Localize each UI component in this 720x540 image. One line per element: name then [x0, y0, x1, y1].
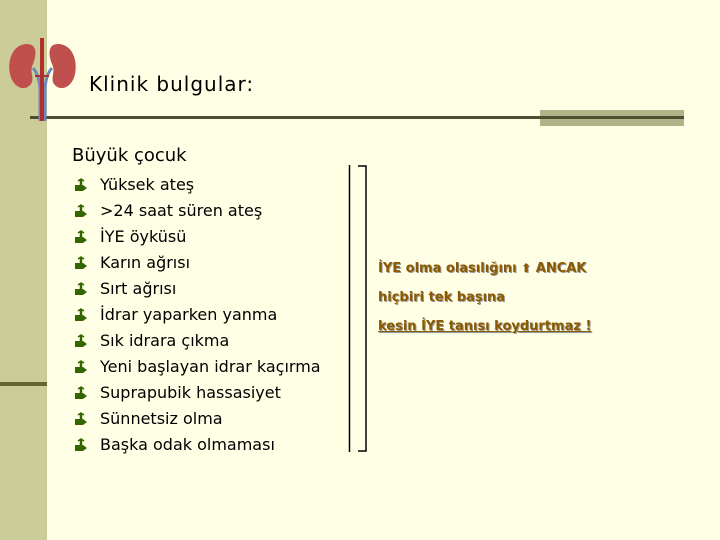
up-arrow-icon: ⬆ [521, 261, 532, 275]
symptom-item [74, 172, 321, 198]
bullet-icon [74, 256, 88, 270]
symptom-item [74, 328, 321, 354]
symptom-list [74, 172, 321, 458]
symptom-label: İdrar yaparken yanma [100, 305, 278, 324]
symptom-item [74, 224, 321, 250]
bullet-icon [74, 412, 88, 426]
symptom-label: Yüksek ateş [100, 175, 195, 194]
symptom-item [74, 406, 321, 432]
symptom-label: Başka odak olmaması [100, 435, 275, 454]
bullet-icon [74, 360, 88, 374]
bullet-icon [74, 282, 88, 296]
symptom-label: Sırt ağrısı [100, 279, 177, 298]
symptom-item [74, 198, 321, 224]
symptom-item [74, 302, 321, 328]
symptom-label: Yeni başlayan idrar kaçırma [100, 357, 321, 376]
note-line-3-text: kesin İYE tanısı koydurtmaz [378, 319, 586, 334]
note-line-3 [378, 319, 591, 334]
symptom-item [74, 432, 321, 458]
note-line-1-text: İYE olma olasılığını [378, 261, 517, 276]
bracket-right [358, 165, 370, 452]
kidney-icon [5, 38, 80, 121]
symptom-label: Sık idrara çıkma [100, 331, 230, 350]
bracket-left [348, 165, 351, 452]
note-line-1-emphasis: ANCAK [535, 261, 587, 276]
symptom-label: >24 saat süren ateş [100, 201, 263, 220]
section-heading: Büyük çocuk [72, 145, 187, 166]
symptom-item [74, 250, 321, 276]
symptom-item [74, 380, 321, 406]
bullet-icon [74, 204, 88, 218]
slide-title: Klinik bulgular: [89, 72, 255, 96]
left-stripe-rule [0, 382, 47, 386]
bullet-icon [74, 334, 88, 348]
note-line-1 [378, 261, 586, 276]
symptom-item [74, 276, 321, 302]
exclamation-mark: ! [585, 319, 592, 334]
bullet-icon [74, 438, 88, 452]
symptom-label: Suprapubik hassasiyet [100, 383, 281, 402]
bullet-icon [74, 386, 88, 400]
symptom-label: Karın ağrısı [100, 253, 191, 272]
header-rule [30, 116, 684, 119]
bullet-icon [74, 308, 88, 322]
symptom-label: Sünnetsiz olma [100, 409, 223, 428]
note-line-2: hiçbiri tek başına [378, 290, 506, 305]
bullet-icon [74, 178, 88, 192]
bullet-icon [74, 230, 88, 244]
symptom-label: İYE öyküsü [100, 227, 187, 246]
symptom-item [74, 354, 321, 380]
